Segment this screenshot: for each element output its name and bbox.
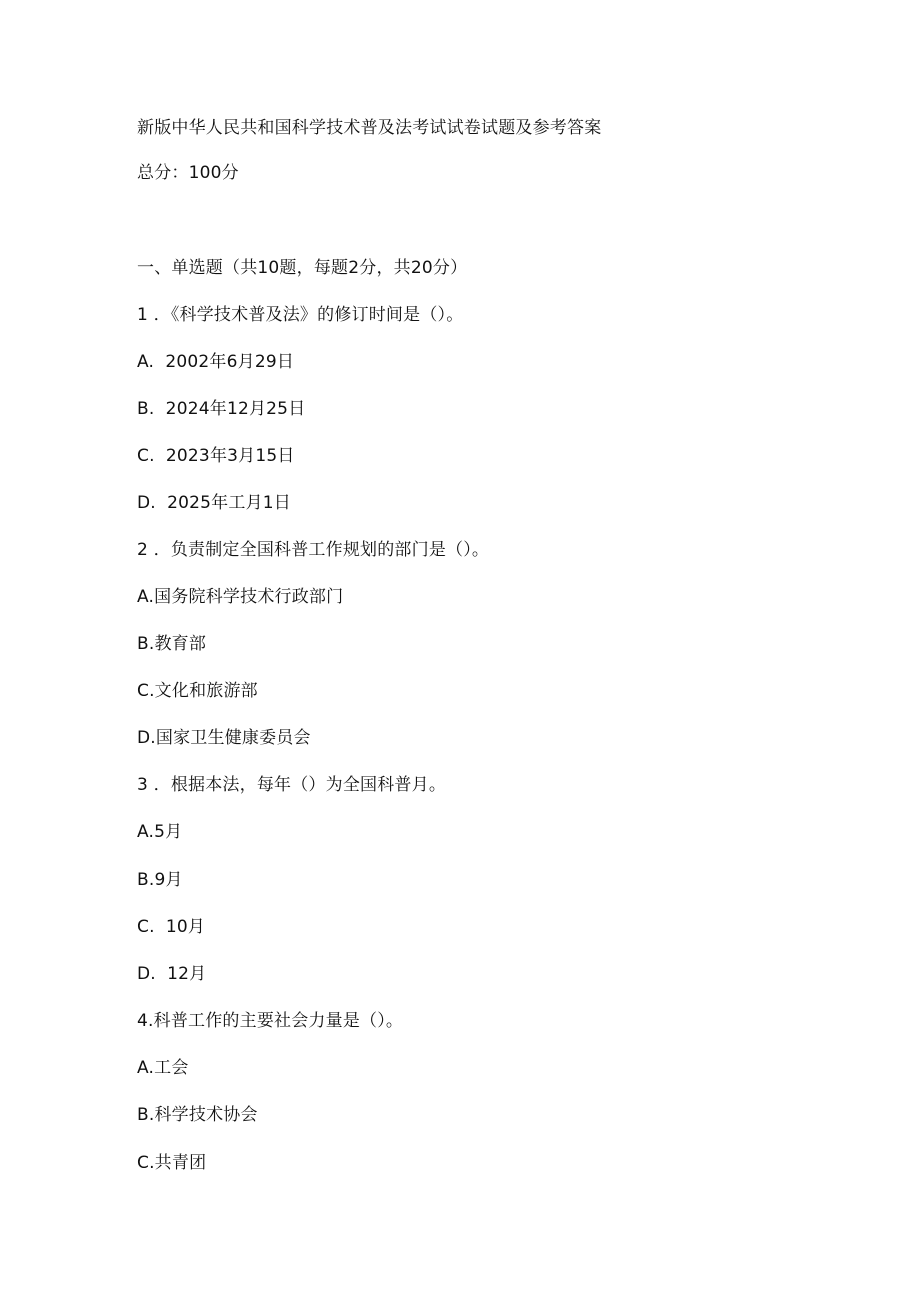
option: D. 2025年工月1日	[137, 493, 291, 513]
question-stem: 3 ．根据本法，每年（）为全国科普月。	[137, 775, 447, 795]
document-title: 新版中华人民共和国科学技术普及法考试试卷试题及参考答案	[137, 118, 602, 138]
option: B.9月	[137, 870, 183, 890]
option: A. 2002年6月29日	[137, 352, 295, 372]
option: C. 10月	[137, 917, 206, 937]
option: A.国务院科学技术行政部门	[137, 587, 344, 607]
option: C. 2023年3月15日	[137, 446, 295, 466]
option: B.教育部	[137, 634, 207, 654]
question-stem: 4.科普工作的主要社会力量是（）。	[137, 1011, 404, 1031]
option: B.科学技术协会	[137, 1105, 258, 1125]
total-score: 总分：100分	[137, 163, 239, 183]
option: B. 2024年12月25日	[137, 399, 306, 419]
option: D. 12月	[137, 964, 207, 984]
section-heading: 一、单选题（共10题，每题2分，共20分）	[137, 258, 468, 278]
option: D.国家卫生健康委员会	[137, 728, 311, 748]
option: A.5月	[137, 822, 183, 842]
option: C.文化和旅游部	[137, 681, 258, 701]
question-stem: 1 ．《科学技术普及法》的修订时间是（）。	[137, 305, 464, 325]
question-stem: 2 ．负责制定全国科普工作规划的部门是（）。	[137, 540, 490, 560]
option: C.共青团	[137, 1153, 207, 1173]
option: A.工会	[137, 1058, 189, 1078]
